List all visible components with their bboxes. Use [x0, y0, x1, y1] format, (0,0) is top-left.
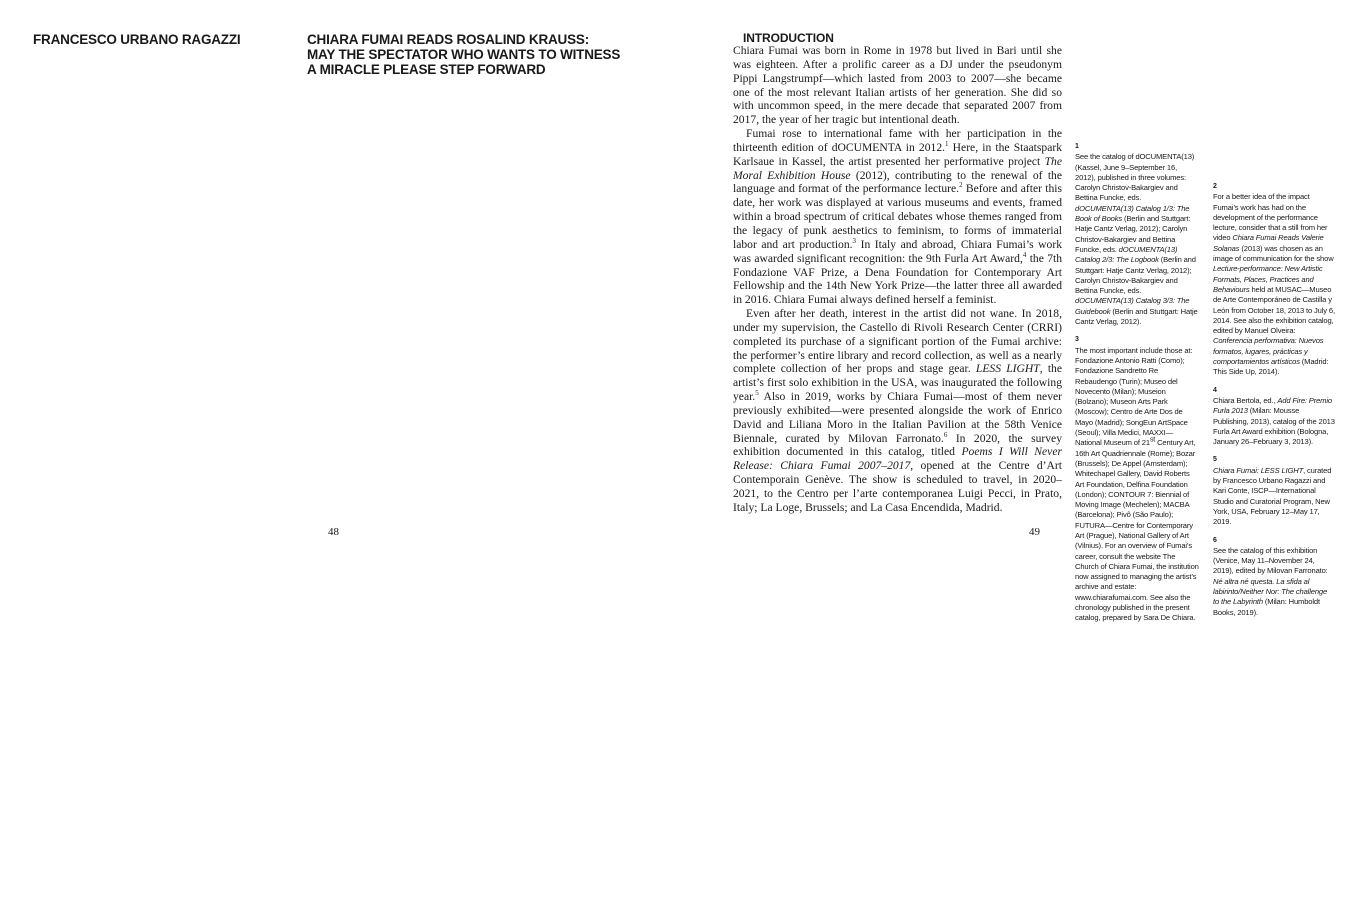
footnote-text	[1213, 466, 1335, 528]
text-run: , the artist’s first solo exhibition in the USA, was inaugurated the following year.	[733, 362, 1062, 404]
italic-title: Chiara Fumai: LESS LIGHT	[1213, 465, 1304, 475]
body-paragraph	[733, 127, 1062, 307]
body-paragraph	[733, 307, 1062, 515]
footnote-number: 5	[1213, 456, 1217, 464]
body-paragraph	[733, 44, 1062, 127]
footnote-number: 4	[1213, 386, 1217, 394]
text-run: held at MUSAC—Museo de Arte Contemporáneo de Castilla y León from October 18, 2013 to July 6, 2014. See also the exhibition catalog, edited by Manuel Olveira:	[1213, 284, 1335, 336]
text-run: , curated by Francesco Urbano Ragazzi and Kari Conte, ISCP—International Studio and Curatorial Program, New York, USA, February 12–May 17, 2019.	[1213, 465, 1332, 527]
footnote-ref: 4	[1022, 250, 1027, 259]
footnote-ref: 3	[852, 236, 857, 245]
footnotes-column-1	[1075, 142, 1199, 632]
text-run: Fumai rose to international fame with her participation in the thirteenth edition of dOCUMENTA in 2012.	[733, 127, 1062, 154]
italic-title: dOCUMENTA(13) Catalog 1/3: The Book of Books	[1075, 203, 1190, 224]
text-run: (Madrid: This Side Up, 2014).	[1213, 357, 1329, 377]
text-run: (2013) was chosen as an image of communication for the show	[1213, 243, 1334, 264]
text-run: Here, in the Staatspark Karlsaue in Kassel, the artist presented her performative project	[733, 140, 1062, 168]
text-run: In 2020, the survey exhibition documented in this catalog, titled	[733, 431, 1062, 459]
footnote-number: 2	[1213, 183, 1217, 190]
footnote-ref: 1	[945, 140, 949, 149]
italic-title: Conferencia performativa: Nuevos formatos, lugares, prácticas y comportamientos artísticos	[1213, 336, 1324, 367]
italic-title: Lecture-performance: New Artistic Formats, Places, Practices and Behaviours	[1213, 264, 1323, 294]
title-line: CHIARA FUMAI READS ROSALIND KRAUSS:	[307, 32, 589, 47]
text-run: Also in 2019, works by Chiara Fumai—most of them never previously exhibited—were presented alongside the work of Enrico David and Liliana Moro in the Italian Pavilion at the 58th Venice Biennale, curated by Milovan Farronato.	[733, 390, 1062, 445]
text-run: Century Art, 16th Art Quadriennale (Rome); Bozar (Brussels); De Appel (Amsterdam); Whitechapel Gallery, David Roberts Art Foundation, Delfina Foundation (London); CONTOUR 7: Biennial of Moving Image (Mechelen); MACBA (Barcelona); Pivô (São Paulo); FUTURA—Centre for Contemporary Art (Prague), National Gallery of Art (Vilnius). For an overview of Fumai’s career, consult the website The Church of Chiara Fumai, the institution now assigned to managing the artist’s archive and estate: www.chiarafumai.com. See also the chronology published in the present catalog, prepared by Sara De Chiara.	[1075, 438, 1199, 623]
footnote	[1213, 455, 1335, 527]
italic-title: Add Fire: Premio Furla 2013	[1213, 395, 1332, 416]
text-run: See the catalog of dOCUMENTA(13) (Kassel, June 9–September 16, 2012), published in three volumes: Carolyn Christov-Bakargiev and Bettina Funcke, eds.	[1075, 152, 1195, 203]
introduction-heading: INTRODUCTION	[743, 31, 834, 45]
body-text	[733, 44, 1062, 515]
footnote	[1075, 142, 1199, 327]
text-run: (2012), contributing to the renewal of the language and format of the performance lecture.	[733, 168, 1062, 196]
article-title	[307, 32, 667, 77]
footnotes-column-2	[1213, 182, 1335, 626]
italic-title: dOCUMENTA(13) Catalog 2/3: The Logbook	[1075, 244, 1178, 265]
text-run: (Milan: Humboldt Books, 2019).	[1213, 597, 1320, 617]
page-number-left: 48	[328, 526, 339, 538]
italic-title: LESS LIGHT	[975, 362, 1040, 376]
footnote-text	[1075, 152, 1199, 327]
italic-title: Chiara Fumai Reads Valerie Solanas	[1213, 233, 1324, 253]
italic-title: Poems I Will Never Release: Chiara Fumai 2007–2017	[733, 445, 1062, 473]
footnote-text	[1213, 396, 1335, 447]
text-run: For a better idea of the impact Fumai’s work has had on the development of the performance lecture, consider that a still from her video	[1213, 192, 1328, 243]
footnote-text	[1075, 346, 1199, 624]
text-run: Even after her death, interest in the artist did not wane. In 2018, under my supervision, the Castello di Rivoli Research Center (CRRI) completed its purchase of a significant portion of the Fumai archive: the performer’s entire library and record collection, as well as a nearly complete collection of her props and stage gear.	[733, 307, 1062, 376]
footnote-number: 1	[1075, 143, 1079, 150]
footnote-ref: 2	[959, 181, 963, 190]
author-name: FRANCESCO URBANO RAGAZZI	[33, 32, 241, 47]
footnote-number: 3	[1075, 336, 1079, 344]
title-line: MAY THE SPECTATOR WHO WANTS TO WITNESS	[307, 47, 621, 62]
title-line: A MIRACLE PLEASE STEP FORWARD	[307, 62, 546, 77]
footnote-text	[1213, 546, 1335, 618]
text-run: In Italy and abroad, Chiara Fumai’s work was awarded significant recognition: the 9th Furla Art Award,	[733, 237, 1062, 265]
footnote	[1075, 335, 1199, 623]
footnote-number: 6	[1213, 536, 1217, 544]
page-number-right: 49	[1029, 526, 1040, 538]
text-run: Chiara Bertola, ed.,	[1213, 395, 1278, 405]
italic-title: The Moral Exhibition House	[733, 154, 1062, 182]
text-run: (Berlin and Stuttgart: Hatje Cantz Verlag, 2012); Carolyn Christov-Bakargiev and Bettina Funcke, eds.	[1075, 255, 1196, 296]
italic-title: dOCUMENTA(13) Catalog 3/3: The Guidebook	[1075, 296, 1190, 316]
footnote-text	[1213, 192, 1335, 377]
footnote	[1213, 536, 1335, 618]
footnote-ref: st	[1149, 436, 1156, 444]
footnote	[1213, 182, 1335, 378]
italic-title: Né altra né questa. La sfida al labirinto/Neither Nor: The challenge to the Labyrinth	[1213, 576, 1328, 607]
footnote-ref: 6	[943, 430, 948, 439]
text-run: the 7th Fondazione VAF Prize, a Dena Foundation for Contemporary Art Fellowship and the 14th New York Prize—the latter three all awarded in 2016. Chiara Fumai always defined herself a feminist.	[733, 251, 1063, 307]
footnote	[1213, 386, 1335, 448]
footnote-ref: 5	[755, 389, 759, 398]
text-run: Before and after this date, her work was displayed at various museums and events, framed within a broad spectrum of critical debates whose themes ranged from the legacy of punk aesthetics to feminism, to forms of immaterial labor and art production.	[733, 182, 1062, 251]
text-run: , opened at the Centre d’Art Contemporain Genève. The show is scheduled to travel, in 2020–2021, to the Centro per l’arte contemporanea Luigi Pecci, in Prato, Italy; La Loge, Brussels; and La Casa Encendida, Madrid.	[733, 459, 1062, 514]
text-run: (Berlin and Stuttgart: Hatje Cantz Verlag, 2012).	[1075, 306, 1198, 327]
text-run: The most important include those at: Fondazione Antonio Ratti (Como); Fondazione Sandretto Re Rebaudengo (Turin); Museo del Novecento (Milan); Museion (Bolzano); Museon Arts Park (Moscow); Centro de Arte Dos de Mayo (Madrid); SongEun ArtSpace (Seoul); Villa Medici, MAXXI—National Museum of 21	[1075, 345, 1193, 448]
text-run: See the catalog of this exhibition (Venice, May 11–November 24, 2019), edited by Milovan Farronato:	[1213, 545, 1328, 576]
text-run: (Berlin and Stuttgart: Hatje Cantz Verlag, 2012); Carolyn Christov-Bakargiev and Bettina Funcke, eds.	[1075, 214, 1191, 254]
text-run: Chiara Fumai was born in Rome in 1978 but lived in Bari until she was eighteen. After a prolific career as a DJ under the pseudonym Pippi Langstrumpf—which lasted from 2003 to 2007—she became one of the most relevant Italian artists of her generation. She did so with uncommon speed, in the mere decade that separated 2007 from 2017, the year of her tragic but intentional death.	[733, 44, 1062, 127]
text-run: (Milan: Mousse Publishing, 2013), catalog of the 2013 Furla Art Award exhibition (Bologna, January 26–February 3, 2013).	[1213, 406, 1335, 447]
